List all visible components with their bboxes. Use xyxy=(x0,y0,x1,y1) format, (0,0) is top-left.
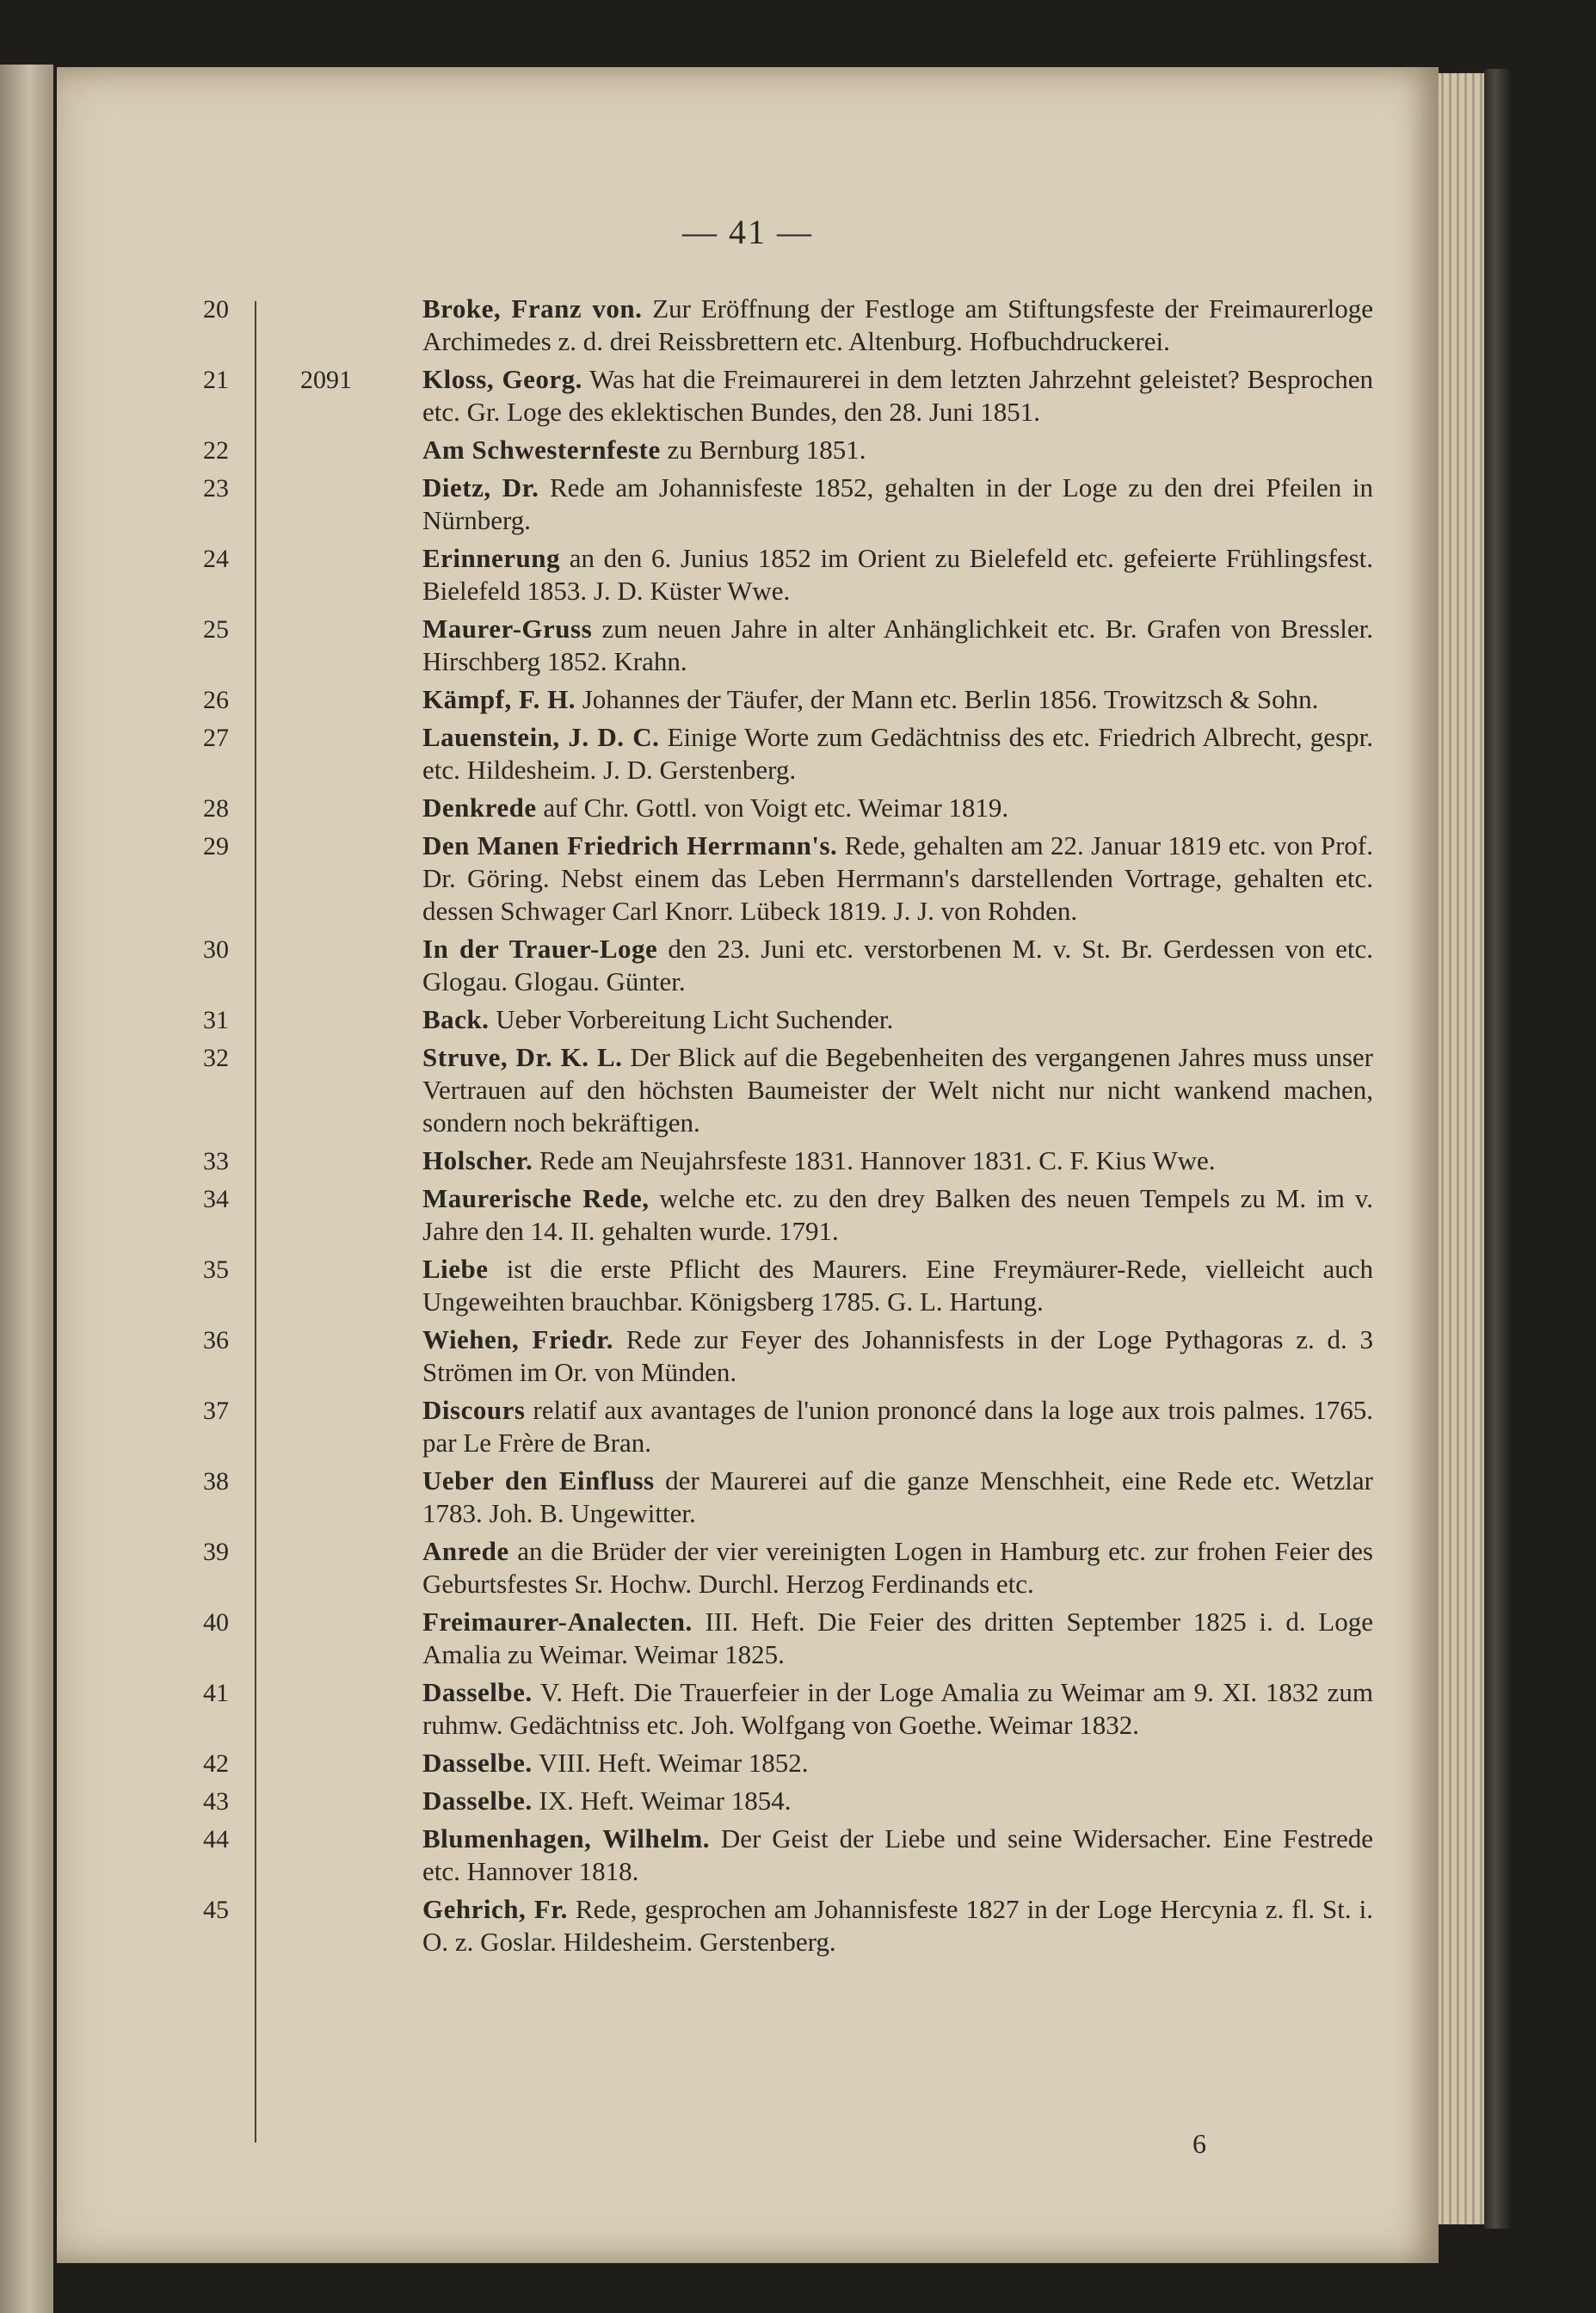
entry xyxy=(186,1041,1373,1139)
entry xyxy=(186,1893,1373,1958)
entry-description: Zur Eröffnung der Festloge am Stiftungsfeste der Freimaurerloge Archimedes z. d. drei Reissbrettern etc. Altenburg. Hofbuchdruckerei. xyxy=(422,293,1374,356)
entry-description: Rede am Johannisfeste 1852, gehalten in der Loge zu den drei Pfeilen in Nürnberg. xyxy=(422,472,1373,535)
entry-headword: Wiehen, Friedr. xyxy=(422,1324,614,1354)
entry-number: 37 xyxy=(203,1397,229,1425)
entry-headword: Maurerische Rede, xyxy=(422,1183,650,1213)
entry-number: 44 xyxy=(203,1825,229,1853)
entry-headword: Kloss, Georg. xyxy=(422,364,582,394)
entry xyxy=(186,434,1373,466)
entry-number: 31 xyxy=(203,1006,229,1034)
entry-text xyxy=(422,1606,1373,1671)
entry xyxy=(186,472,1373,537)
entry xyxy=(186,792,1373,824)
entry-description: IX. Heft. Weimar 1854. xyxy=(532,1786,792,1816)
entry-text xyxy=(422,472,1373,537)
entry-headword: Holscher. xyxy=(422,1145,533,1175)
entry-description: Was hat die Freimaurerei in dem letzten Jahrzehnt geleistet? Besprochen etc. Gr. Loge des eklektischen Bundes, den 28. Juni 1851. xyxy=(422,364,1373,427)
entry-number: 26 xyxy=(203,686,229,714)
entry-description: auf Chr. Gottl. von Voigt etc. Weimar 1819. xyxy=(536,793,1009,823)
entry-description: Ueber Vorbereitung Licht Suchender. xyxy=(489,1004,894,1034)
book-page xyxy=(57,67,1439,2263)
entry-text xyxy=(422,830,1373,928)
entry-number: 28 xyxy=(203,794,229,823)
entry-text xyxy=(422,613,1373,678)
entry xyxy=(186,1785,1373,1817)
entry xyxy=(186,542,1373,608)
entry-description: Rede zur Feyer des Johannisfests in der Loge Pythagoras z. d. 3 Strömen im Or. von Münden. xyxy=(422,1324,1373,1387)
entry-headword: Den Manen Friedrich Herrmann's. xyxy=(422,830,838,860)
entry-number: 27 xyxy=(203,724,229,752)
entry-list xyxy=(186,293,1373,1964)
entry xyxy=(186,1003,1373,1036)
entry-text xyxy=(422,1253,1373,1318)
entry-description: Der Blick auf die Begebenheiten des vergangenen Jahres muss unser Vertrauen auf den höchsten Baumeister der Welt nicht nur nicht wankend machen, sondern noch bekräftigen. xyxy=(422,1042,1373,1138)
entry-text xyxy=(422,792,1373,824)
entry-description: III. Heft. Die Feier des dritten September 1825 i. d. Loge Amalia zu Weimar. Weimar 1825. xyxy=(422,1607,1373,1669)
page-number: — 41 — xyxy=(682,213,813,251)
entry-text xyxy=(422,434,1373,466)
entry-number: 40 xyxy=(203,1608,229,1637)
entry-text xyxy=(422,1182,1373,1248)
entry-text xyxy=(422,683,1373,716)
entry-headword: Broke, Franz von. xyxy=(422,293,643,324)
entry-headword: Ueber den Einfluss xyxy=(422,1465,655,1496)
entry-description: VIII. Heft. Weimar 1852. xyxy=(532,1748,809,1778)
entry-text xyxy=(422,1144,1373,1177)
entry-headword: Blumenhagen, Wilhelm. xyxy=(422,1823,711,1853)
entry-text xyxy=(422,1535,1373,1601)
entry-text xyxy=(422,1893,1373,1958)
entry-headword: Anrede xyxy=(422,1536,509,1566)
entry-headword: Freimaurer-Analecten. xyxy=(422,1607,693,1637)
entry xyxy=(186,1747,1373,1779)
entry-number: 20 xyxy=(203,295,229,324)
entry-number: 34 xyxy=(203,1185,229,1213)
entry-number: 36 xyxy=(203,1326,229,1354)
book-spine xyxy=(1484,69,1512,2229)
entry-text xyxy=(422,542,1373,608)
entry-number: 43 xyxy=(203,1787,229,1816)
entry-number: 41 xyxy=(203,1679,229,1707)
entry-text xyxy=(422,1394,1373,1459)
entry-headword: Maurer-Gruss xyxy=(422,614,593,644)
catalog-number: 2091 xyxy=(300,366,352,394)
entry xyxy=(186,933,1373,998)
entry-description: Rede, gehalten am 22. Januar 1819 etc. von Prof. Dr. Göring. Nebst einem das Leben Herrmann's darstellenden Vortrage, gehalten etc. dessen Schwager Carl Knorr. Lübeck 1819. J. J. von Rohden. xyxy=(422,830,1373,926)
entry xyxy=(186,1394,1373,1459)
entry-headword: Kämpf, F. H. xyxy=(422,684,576,714)
entry-description: Rede am Neujahrsfeste 1831. Hannover 1831. C. F. Kius Wwe. xyxy=(533,1145,1216,1175)
entry-headword: Dasselbe. xyxy=(422,1748,533,1778)
entry-headword: Erinnerung xyxy=(422,543,561,573)
entry-text xyxy=(422,363,1373,429)
entry-number: 23 xyxy=(203,474,229,503)
entry-text xyxy=(422,1041,1373,1139)
entry-description: an die Brüder der vier vereinigten Logen in Hamburg etc. zur frohen Feier des Geburtsfestes Sr. Hochw. Durchl. Herzog Ferdinands etc. xyxy=(422,1536,1373,1599)
entry xyxy=(186,683,1373,716)
entry xyxy=(186,1182,1373,1248)
entry-headword: Liebe xyxy=(422,1254,489,1284)
entry-text xyxy=(422,1323,1373,1389)
entry-text xyxy=(422,721,1373,786)
entry-description: Rede, gesprochen am Johannisfeste 1827 in der Loge Hercynia z. fl. St. i. O. z. Goslar. Hildesheim. Gerstenberg. xyxy=(422,1894,1373,1957)
entry-description: V. Heft. Die Trauerfeier in der Loge Amalia zu Weimar am 9. XI. 1832 zum ruhmw. Gedächtniss etc. Joh. Wolfgang von Goethe. Weimar 1832. xyxy=(422,1677,1373,1740)
signature-mark: 6 xyxy=(1192,2128,1206,2159)
entry-description: Der Geist der Liebe und seine Widersacher. Eine Festrede etc. Hannover 1818. xyxy=(422,1823,1373,1886)
entry-text xyxy=(422,1823,1373,1888)
entry-text xyxy=(422,1465,1373,1530)
entry-headword: Gehrich, Fr. xyxy=(422,1894,568,1924)
entry-number: 33 xyxy=(203,1147,229,1175)
entry-description: Johannes der Täufer, der Mann etc. Berlin 1856. Trowitzsch & Sohn. xyxy=(575,684,1319,714)
entry-text xyxy=(422,1676,1373,1742)
entry xyxy=(186,1606,1373,1671)
entry-headword: Denkrede xyxy=(422,793,537,823)
entry-headword: Dasselbe. xyxy=(422,1786,533,1816)
entry-text xyxy=(422,933,1373,998)
entry-description: ist die erste Pflicht des Maurers. Eine Freymäurer-Rede, vielleicht auch Ungeweihten brauchbar. Königsberg 1785. G. L. Hartung. xyxy=(422,1254,1373,1317)
entry xyxy=(186,830,1373,928)
entry xyxy=(186,1823,1373,1888)
entry-text xyxy=(422,1747,1373,1779)
entry-number: 38 xyxy=(203,1467,229,1496)
entry xyxy=(186,1676,1373,1742)
entry-text xyxy=(422,1785,1373,1817)
entry xyxy=(186,1253,1373,1318)
entry-number: 25 xyxy=(203,615,229,644)
entry-number: 22 xyxy=(203,436,229,465)
entry-description: den 23. Juni etc. verstorbenen M. v. St. Br. Gerdessen von etc. Glogau. Glogau. Günter. xyxy=(422,934,1373,996)
entry-number: 39 xyxy=(203,1538,229,1566)
entry-number: 30 xyxy=(203,935,229,964)
entry-number: 35 xyxy=(203,1255,229,1284)
entry xyxy=(186,613,1373,678)
entry xyxy=(186,1535,1373,1601)
entry-description: Einige Worte zum Gedächtniss des etc. Friedrich Albrecht, gespr. etc. Hildesheim. J. D. Gerstenberg. xyxy=(422,722,1373,785)
entry-headword: Am Schwesternfeste xyxy=(422,435,661,465)
entry-description: an den 6. Junius 1852 im Orient zu Bielefeld etc. gefeierte Frühlingsfest. Bielefeld 1853. J. D. Küster Wwe. xyxy=(422,543,1373,606)
entry xyxy=(186,1465,1373,1530)
entry-number: 21 xyxy=(203,366,229,394)
entry-description: zu Bernburg 1851. xyxy=(660,435,866,465)
facing-page-edge xyxy=(0,65,53,2313)
entry-number: 45 xyxy=(203,1896,229,1924)
entry-text xyxy=(422,293,1373,358)
entry-number: 42 xyxy=(203,1749,229,1778)
entry xyxy=(186,1323,1373,1389)
entry-headword: Struve, Dr. K. L. xyxy=(422,1042,623,1072)
entry-text xyxy=(422,1003,1373,1036)
entry xyxy=(186,1144,1373,1177)
entry xyxy=(186,363,1373,429)
entry-headword: Discours xyxy=(422,1395,526,1425)
entry-number: 29 xyxy=(203,832,229,860)
entry-number: 24 xyxy=(203,545,229,573)
entry-headword: Back. xyxy=(422,1004,490,1034)
entry-description: relatif aux avantages de l'union prononcé dans la loge aux trois palmes. 1765. par Le Frère de Bran. xyxy=(422,1395,1373,1458)
entry-description: welche etc. zu den drey Balken des neuen Tempels zu M. im v. Jahre den 14. II. gehalten wurde. 1791. xyxy=(422,1183,1373,1246)
entry-headword: Dasselbe. xyxy=(422,1677,533,1707)
entry xyxy=(186,293,1373,358)
entry-headword: Lauenstein, J. D. C. xyxy=(422,722,660,752)
entry xyxy=(186,721,1373,786)
entry-description: der Maurerei auf die ganze Menschheit, eine Rede etc. Wetzlar 1783. Joh. B. Ungewitter. xyxy=(422,1465,1373,1528)
entry-description: zum neuen Jahre in alter Anhänglichkeit etc. Br. Grafen von Bressler. Hirschberg 1852. Krahn. xyxy=(422,614,1373,676)
entry-headword: In der Trauer-Loge xyxy=(422,934,658,964)
entry-number: 32 xyxy=(203,1044,229,1072)
entry-headword: Dietz, Dr. xyxy=(422,472,539,503)
